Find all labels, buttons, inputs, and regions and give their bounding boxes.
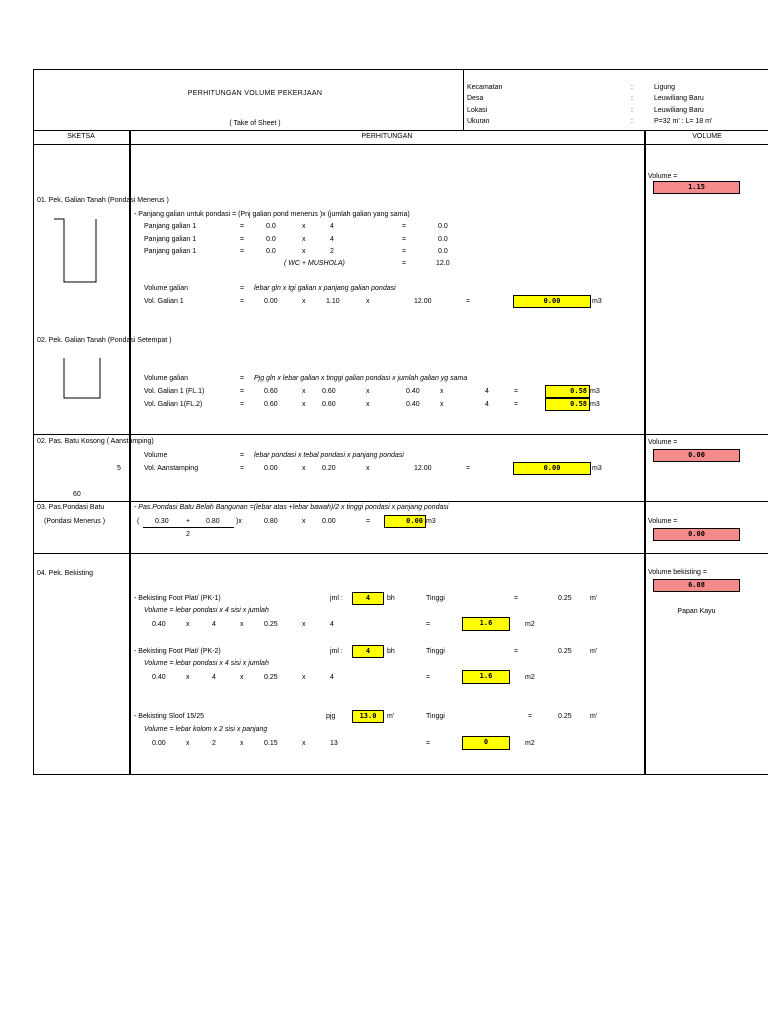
s5-volume-label: Volume bekisting = [648,569,707,576]
s5-item1-unit: m2 [525,621,535,628]
s5-volume-value: 6.08 [653,579,740,592]
frame-bottom [33,774,768,775]
s5-item1-eq: = [426,621,431,628]
s1-row3-r: 0.0 [438,248,448,255]
s1-row1-eq2: = [402,223,407,230]
s2-row1-eq: = [240,388,245,395]
s2-row2-x3: x [440,401,444,408]
s3-calc-result: 0.00 [513,462,591,475]
s2-row1-x3: x [440,388,444,395]
s5-item2-tinggi: 0.25 [558,648,572,655]
s3-volume-value: 0.00 [653,449,740,462]
s2-vol-eq: = [240,375,245,382]
header-divider [463,69,464,131]
s3-calc-eq: = [240,465,245,472]
s1-row2-a: 0.0 [266,236,276,243]
s2-vol-formula: Pjg gln x lebar galian x tinggi galian pondasi x jumlah galian yg sama [254,375,468,382]
s3-calc-a: 0.00 [264,465,278,472]
page-subtitle: ( Take of Sheet ) [229,120,281,127]
s5-item3-jml-label: pjg [326,713,336,720]
s2-row1-eq2: = [514,388,519,395]
s2-row1-x1: x [302,388,306,395]
s5-item1-name: - Bekisting Foot Plat/ (PK-1) [134,595,221,602]
s2-row2-d: 4 [485,401,489,408]
info-label-desa: Desa [467,95,484,102]
s4-a: 0.30 [155,518,169,525]
s1-row1-label: Panjang galian 1 [144,223,197,230]
s1-row2-eq: = [240,236,245,243]
s3-calc-c: 12.00 [414,465,432,472]
s1-row3-eq2: = [402,248,407,255]
s3-side-num: 5 [117,465,121,472]
s5-item3-result: 0 [462,736,510,750]
s5-item2-jml-unit: bh [387,648,395,655]
s1-calc-a: 0.00 [264,298,278,305]
s5-item3-eq: = [426,740,431,747]
s3-calc-eq2: = [466,465,471,472]
s5-item1-jml: 4 [352,592,384,605]
s2-row2-c: 0.40 [406,401,420,408]
s2-row1-result: 0.58 [545,385,590,398]
s2-row2-x1: x [302,401,306,408]
s5-item1-tinggi-label: Tinggi [426,595,445,602]
info-label-ukuran: Ukuran [467,118,490,125]
s4-b: 0.80 [206,518,220,525]
s1-vol-eq: = [240,285,245,292]
s2-row2-unit: m3 [590,401,600,408]
info-sep-kecamatan: : [631,84,633,91]
s1-row1-x: x [302,223,306,230]
s3-calc-unit: m3 [592,465,602,472]
s1-vol-formula: lebar gln x tgi galian x panjang galian pondasi [254,285,396,292]
info-value-lokasi: Leuwiliang Baru [654,107,704,114]
colhead-bottom-line [33,144,768,145]
info-label-kecamatan: Kecamatan [467,84,503,91]
s5-material: Papan Kayu [677,608,716,615]
s1-calc-result: 0.00 [513,295,591,308]
s5-item3-unit: m2 [525,740,535,747]
s1-row2-label: Panjang galian 1 [144,236,197,243]
header-bottom-line [33,130,768,131]
s1-row3-eq: = [240,248,245,255]
s1-row3-x: x [302,248,306,255]
s5-item2-tinggi-unit: m' [590,648,598,655]
s2-row2-eq2: = [514,401,519,408]
s1-row3-b: 2 [330,248,334,255]
s4-result: 0.00 [384,515,426,528]
s5-item2-x2: x [240,674,244,681]
s1-row1-eq: = [240,223,245,230]
s1-row2-r: 0.0 [438,236,448,243]
s5-item1-jml-label: jml : [330,595,343,602]
s3-bottom-num: 60 [73,491,81,498]
row-line-3 [33,553,768,554]
s1-row3-label: Panjang galian 1 [144,248,197,255]
s4-c: 0.80 [264,518,278,525]
s5-item2-x1: x [186,674,190,681]
s2-row2-label: Vol. Galian 1(FL.2) [144,401,203,408]
s1-calc-eq2: = [466,298,471,305]
s4-formula: - Pas.Pondasi Batu Belah Bangunan =(lebar atas +lebar bawah)/2 x tinggi pondasi x panjang pondasi [134,504,449,511]
s2-row1-unit: m3 [590,388,600,395]
s5-item3-tinggi-eq: = [528,713,533,720]
s2-row1-b: 0.60 [322,388,336,395]
s5-item3-x3: x [302,740,306,747]
page-title: PERHITUNGAN VOLUME PEKERJAAN [187,90,323,97]
s5-item1-x2: x [240,621,244,628]
s5-item2-b: 4 [212,674,216,681]
s2-row2-result: 0.58 [545,398,590,411]
s4-volume-value: 0.00 [653,528,740,541]
s1-title: 01. Pek. Galian Tanah (Pondasi Menerus ) [37,197,169,204]
s3-title: 02. Pas. Batu Kosong ( Aanstamping) [37,438,154,445]
s1-calc-label: Vol. Galian 1 [144,298,184,305]
s3-volume-label: Volume = [648,439,678,446]
s5-item2-a: 0.40 [152,674,166,681]
s5-title: 04. Pek. Bekisting [37,570,94,577]
s4-eq: = [366,518,371,525]
s5-item3-tinggi-label: Tinggi [426,713,445,720]
s1-row1-a: 0.0 [266,223,276,230]
info-sep-lokasi: : [631,107,633,114]
s4-denom: 2 [186,531,190,538]
s2-row1-d: 4 [485,388,489,395]
s2-pit-sketch [62,356,106,402]
s5-item3-d: 13 [330,740,338,747]
info-sep-desa: : [631,95,633,102]
s5-item3-jml: 13.0 [352,710,384,723]
s3-calc-b: 0.20 [322,465,336,472]
s3-vol-label: Volume [144,452,168,459]
s1-row2-b: 4 [330,236,334,243]
s5-item2-formula: Volume = lebar pondasi x 4 sisi x jumlah [144,660,269,667]
s1-volume-value: 1.15 [653,181,740,194]
s5-item1-d: 4 [330,621,334,628]
s1-desc: - Panjang galian untuk pondasi = (Pnj galian pond menerus )x (jumlah galian yang sama) [134,211,410,218]
s5-item1-tinggi-eq: = [514,595,519,602]
sketsa-divider [129,130,131,775]
s5-item2-c: 0.25 [264,674,278,681]
s5-item1-b: 4 [212,621,216,628]
s5-item3-tinggi-unit: m' [590,713,598,720]
s1-row1-b: 4 [330,223,334,230]
s2-row1-label: Vol. Galian 1 (FL.1) [144,388,205,395]
s2-row2-eq: = [240,401,245,408]
s5-item2-name: - Bekisting Foot Plat/ (PK-2) [134,648,221,655]
s5-item2-d: 4 [330,674,334,681]
s4-close: )x [236,518,242,525]
s2-row1-c: 0.40 [406,388,420,395]
s1-calc-x1: x [302,298,306,305]
s5-item3-x1: x [186,740,190,747]
s5-item2-unit: m2 [525,674,535,681]
s5-item3-formula: Volume = lebar kolom x 2 sisi x panjang [144,726,268,733]
s4-open-paren: ( [137,518,140,525]
s4-x2: x [302,518,306,525]
s3-vol-formula: lebar pondasi x tebal pondasi x panjang pondasi [254,452,404,459]
s5-item3-jml-unit: m' [387,713,395,720]
s1-wc-label: ( WC + MUSHOLA) [284,260,345,267]
s2-title: 02. Pek. Galian Tanah (Pondasi Setempat ) [37,337,172,344]
s1-calc-c: 12.00 [414,298,432,305]
s5-item1-x1: x [186,621,190,628]
s1-volume-label: Volume = [648,173,678,180]
info-label-lokasi: Lokasi [467,107,488,114]
info-sep-ukuran: : [631,118,633,125]
s5-item1-result: 1.6 [462,617,510,631]
s5-item3-name: - Bekisting Sloof 15/25 [134,713,205,720]
s5-item1-tinggi: 0.25 [558,595,572,602]
s1-row2-x: x [302,236,306,243]
s5-item1-jml-unit: bh [387,595,395,602]
s1-calc-eq: = [240,298,245,305]
s1-row3-a: 0.0 [266,248,276,255]
s5-item2-tinggi-eq: = [514,648,519,655]
row-line-1 [33,434,768,435]
s1-calc-b: 1.10 [326,298,340,305]
s5-item2-eq: = [426,674,431,681]
s1-row2-eq2: = [402,236,407,243]
s5-item1-formula: Volume = lebar pondasi x 4 sisi x jumlah [144,607,269,614]
s1-trench-sketch [52,216,108,286]
info-value-desa: Leuwiliang Baru [654,95,704,102]
s5-item1-x3: x [302,621,306,628]
s5-item3-a: 0.00 [152,740,166,747]
info-value-ukuran: P=32 m' : L= 18 m' [654,118,713,125]
s4-title-1: 03. Pas.Pondasi Batu [37,504,105,511]
s5-item3-x2: x [240,740,244,747]
s5-item2-jml: 4 [352,645,384,658]
s2-vol-label: Volume galian [144,375,188,382]
s4-fraction-bar [143,527,234,528]
s5-item2-result: 1.6 [462,670,510,684]
s5-item2-tinggi-label: Tinggi [426,648,445,655]
s3-vol-eq: = [240,452,245,459]
s4-title-2: (Pondasi Menerus ) [44,518,106,525]
s5-item1-c: 0.25 [264,621,278,628]
s5-item3-b: 2 [212,740,216,747]
s5-item1-tinggi-unit: m' [590,595,598,602]
s5-item2-jml-label: jml : [330,648,343,655]
s5-item3-c: 0.15 [264,740,278,747]
row-line-2 [33,501,768,502]
s5-item3-tinggi: 0.25 [558,713,572,720]
col-perhitungan: PERHITUNGAN [361,133,413,140]
info-value-kecamatan: Ligung [654,84,676,91]
col-volume: VOLUME [692,133,722,140]
frame-left [33,69,34,775]
s5-item1-a: 0.40 [152,621,166,628]
s4-plus: + [186,518,191,525]
s1-wc-eq: = [402,260,407,267]
s1-wc-value: 12.0 [436,260,450,267]
s4-d: 0.00 [322,518,336,525]
s3-calc-x1: x [302,465,306,472]
col-sketsa: SKETSA [67,133,95,140]
frame-top [33,69,768,70]
s3-calc-label: Vol. Aanstamping [144,465,199,472]
s3-calc-x2: x [366,465,370,472]
s1-vol-label: Volume galian [144,285,188,292]
s2-row1-a: 0.60 [264,388,278,395]
s1-row1-r: 0.0 [438,223,448,230]
s2-row2-a: 0.60 [264,401,278,408]
s4-unit: m3 [426,518,436,525]
s1-calc-x2: x [366,298,370,305]
s1-calc-unit: m3 [592,298,602,305]
volume-divider [644,130,646,775]
s2-row2-x2: x [366,401,370,408]
s4-volume-label: Volume = [648,518,678,525]
s2-row1-x2: x [366,388,370,395]
s2-row2-b: 0.60 [322,401,336,408]
s5-item2-x3: x [302,674,306,681]
